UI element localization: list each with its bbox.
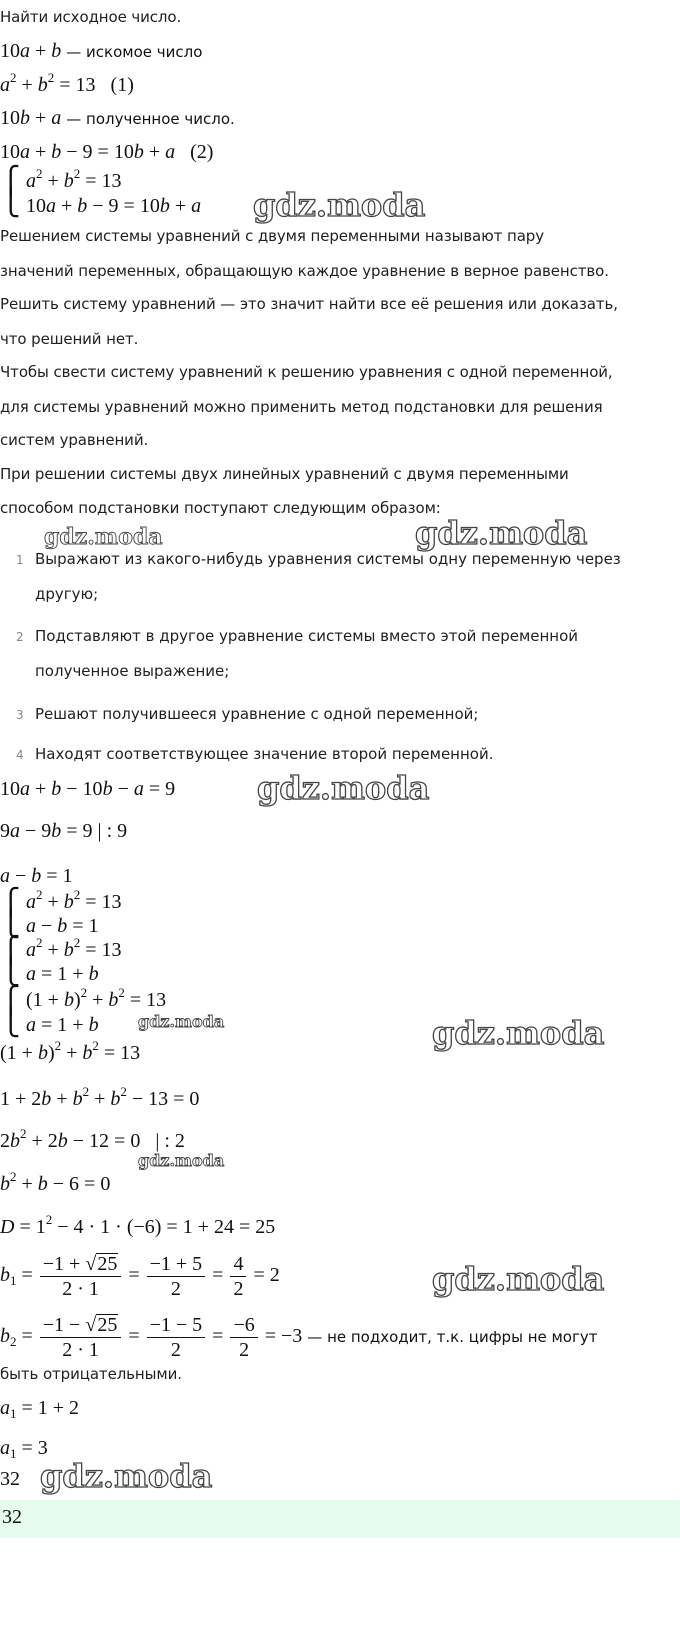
system-4-row-1: $(1 + b)^2 + b^2 = 13$ <box>26 985 167 1011</box>
watermark-logo: gdz.moda <box>44 524 163 550</box>
equation-transform-1: 10a + b − 10b − a = 9 <box>0 778 176 800</box>
equation-2: 10a + b − 9 = 10b + a (2) <box>0 141 214 163</box>
system-1-row-2: 10a + b − 9 = 10b + a <box>26 195 202 217</box>
equation-sought-label: — искомое число <box>66 43 203 61</box>
equation-obtained-number: 10b + a — полученное число. <box>0 107 235 129</box>
root-b1: $b_1$ = $\frac{-1 + √25}{2 \cdot 1}$ = $\frac{-1 + 5}{2}$ = $\frac{4}{2}$ = 2 <box>0 1253 280 1300</box>
watermark-logo: gdz.moda <box>253 186 426 224</box>
theory-line-2: значений переменных, обращающую каждое уравнение в верное равенство. <box>0 262 609 280</box>
solution-page: Найти исходное число. 10a + b — искомое число $a^2 + b^2 = 13$ (1) 10b + a — полученное число. 10a + b − 9 = 10b + a (2) ⎧ ⎩ $a^2 + b^2 = 13$ 10a + b − 9 = 10b + a gdz.moda Решением системы уравнений с двумя переменными называют пару значений переменных, обращающую каждое уравнение в верное равенство. Решить систему уравнений — это значит найти все её решения или доказать, что решений нет. Чтобы свести систему уравнений к решению уравнения с одной переменной, для системы уравнений можно применить метод подстановки для решения систем уравнений. При решении системы двух линейных уравнений с двумя переменными способом подстановки поступают следующим образом: gdz.moda gdz.moda 1 Выражают из какого-нибудь уравнения системы одну переменную через другую; 2 Подставляют в другое уравнение системы вместо этой переменной полученное выражение; 3 Решают получившееся уравнение с одной переменной; 4 Находят соответствующее значение второй переменной. 10a + b − 10b − a = 9 gdz.moda 9a − 9b = 9 | : 9 a − b = 1 ⎧ ⎩ $a^2 + b^2 = 13$ a − b = 1 ⎧ ⎩ $a^2 + b^2 = 13$ a = 1 + b ⎧ ⎩ $(1 + b)^2 + b^2 = 13$ a = 1 + b gdz.moda gdz.moda $(1 + b)^2 + b^2 = 13$ $1 + 2b + b^2 + b^2 - 13 = 0$ $2b^2 + 2b - 12 = 0$ | : 2 gdz.moda $b^2 + b - 6 = 0$ $D = 1^2 - 4 \cdot 1 \cdot (-6) = 1 + 24 = 25$ $b_1$ = $\frac{-1 + √25}{2 \cdot 1}$ = $\frac{-1 + 5}{2}$ = $\frac{4}{2}$ = 2 gdz.moda $b_2$ = $\frac{-1 - √25}{2 \cdot 1}$ = $\frac{-1 - 5}{2}$ = $\frac{-6}{2}$ = −3 — не подходит, т.к. цифры не могут быть отрицательными. $a_1 = 1 + 2$ $a_1 = 3$ 32 gdz.moda 32 <box>0 0 680 1642</box>
equation-substituted: $(1 + b)^2 + b^2 = 13$ <box>0 1038 141 1064</box>
theory-line-6: для системы уравнений можно применить метод подстановки для решения <box>0 398 603 416</box>
step-number: 3 <box>16 708 24 722</box>
theory-line-3: Решить систему уравнений — это значит найти все её решения или доказать, <box>0 295 618 313</box>
equation-discriminant: $D = 1^2 - 4 \cdot 1 \cdot (-6) = 1 + 24 = 25$ <box>0 1212 276 1238</box>
step-number: 4 <box>16 748 24 762</box>
root-b2: $b_2$ = $\frac{-1 - √25}{2 \cdot 1}$ = $\frac{-1 - 5}{2}$ = $\frac{-6}{2}$ = −3 — не подходит, т.к. цифры не могут <box>0 1314 598 1361</box>
theory-line-5: Чтобы свести систему уравнений к решению уравнения с одной переменной, <box>0 363 613 381</box>
theory-line-7: систем уравнений. <box>0 431 149 449</box>
system-1-row-1: $a^2 + b^2 = 13$ <box>26 166 122 192</box>
system-2-row-1: $a^2 + b^2 = 13$ <box>26 887 122 913</box>
equation-sought-number: 10a + b — искомое число <box>0 40 203 62</box>
equation-quadratic: $2b^2 + 2b - 12 = 0$ | : 2 <box>0 1126 185 1152</box>
root-b2-note: — не подходит, т.к. цифры не могут <box>307 1328 598 1347</box>
watermark-logo: gdz.moda <box>257 769 430 807</box>
equation-reduced: $b^2 + b - 6 = 0$ <box>0 1169 111 1195</box>
answer-box <box>0 1500 680 1538</box>
step-number: 1 <box>16 553 24 567</box>
step-text-continued: другую; <box>35 585 99 603</box>
watermark-logo: gdz.moda <box>40 1457 213 1495</box>
equation-expanded: $1 + 2b + b^2 + b^2 - 13 = 0$ <box>0 1084 200 1110</box>
watermark-logo: gdz.moda <box>415 514 588 552</box>
system-2-row-2: a − b = 1 <box>26 915 99 937</box>
step-text-continued: полученное выражение; <box>35 662 230 680</box>
root-b2-note-continued: быть отрицательными. <box>0 1365 182 1383</box>
theory-line-1: Решением системы уравнений с двумя переменными называют пару <box>0 227 544 245</box>
equation-a1-value: $a_1 = 3$ <box>0 1437 48 1461</box>
system-3-row-2: a = 1 + b <box>26 963 99 985</box>
equation-transform-2: 9a − 9b = 9 | : 9 <box>0 820 128 842</box>
equation-1: $a^2 + b^2 = 13$ (1) <box>0 70 134 96</box>
equation-a1-sum: $a_1 = 1 + 2$ <box>0 1397 80 1421</box>
theory-line-9: способом подстановки поступают следующим образом: <box>0 499 441 517</box>
step-text: Подставляют в другое уравнение системы вместо этой переменной <box>35 627 579 645</box>
equation-transform-3: a − b = 1 <box>0 865 73 887</box>
watermark-logo: gdz.moda <box>138 1012 225 1031</box>
result-number: 32 <box>0 1468 20 1490</box>
watermark-logo: gdz.moda <box>138 1151 225 1170</box>
equation-obtained-label: — полученное число. <box>66 110 235 128</box>
step-number: 2 <box>16 630 24 644</box>
answer-value: 32 <box>2 1506 22 1528</box>
system-4-row-2: a = 1 + b <box>26 1014 99 1036</box>
system-3-row-1: $a^2 + b^2 = 13$ <box>26 935 122 961</box>
watermark-logo: gdz.moda <box>432 1260 605 1298</box>
intro-text: Найти исходное число. <box>0 8 182 26</box>
theory-line-4: что решений нет. <box>0 330 139 348</box>
theory-line-8: При решении системы двух линейных уравнений с двумя переменными <box>0 465 569 483</box>
step-text: Выражают из какого-нибудь уравнения системы одну переменную через <box>35 550 621 568</box>
step-text: Решают получившееся уравнение с одной переменной; <box>35 705 479 723</box>
watermark-logo: gdz.moda <box>432 1014 605 1052</box>
step-text: Находят соответствующее значение второй переменной. <box>35 745 494 763</box>
